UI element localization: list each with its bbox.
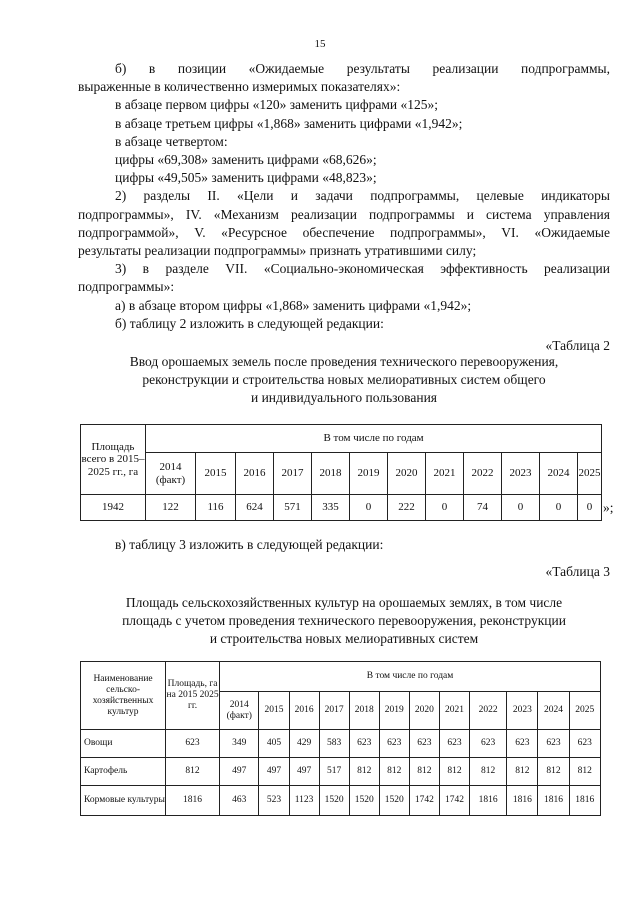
value-cell: 0 (540, 495, 578, 521)
year-header: 2020 (409, 692, 439, 730)
value-cell: 623 (470, 730, 507, 758)
value-cell: 405 (259, 730, 289, 758)
paragraph: подпрограммы», IV. «Механизм реализации подпрограммы и система управления (78, 206, 610, 222)
value-cell: 122 (146, 495, 196, 521)
value-cell: 624 (236, 495, 274, 521)
paragraph: выраженные в количественно измеримых показателях»: (78, 79, 401, 95)
value-cell: 1123 (289, 786, 319, 816)
paragraph: цифры «49,505» заменить цифрами «48,823»; (115, 170, 377, 186)
year-header: 2025 (578, 453, 602, 495)
value-cell: 623 (569, 730, 600, 758)
page-number: 15 (314, 38, 326, 50)
value-cell: 497 (289, 758, 319, 786)
paragraph: в абзаце четвертом: (115, 133, 228, 149)
year-header: 2020 (388, 453, 426, 495)
value-cell: 1816 (538, 786, 569, 816)
value-cell: 812 (569, 758, 600, 786)
value-cell: 812 (507, 758, 538, 786)
value-cell: 571 (274, 495, 312, 521)
value-cell: 429 (289, 730, 319, 758)
paragraph: подпрограммой», V. «Ресурсное обеспечение подпрограммы», VI. «Ожидаемые (78, 224, 610, 240)
total-cell: 1942 (81, 495, 146, 521)
year-header: 2015 (259, 692, 289, 730)
crop-name: Картофель (81, 758, 166, 786)
heading-line: и строительства новых мелиоративных систем (209, 631, 479, 646)
value-cell: 1742 (439, 786, 469, 816)
paragraph: в абзаце первом цифры «120» заменить цифрами «125»; (115, 97, 439, 113)
value-cell: 623 (409, 730, 439, 758)
years-header: В том числе по годам (146, 425, 602, 453)
paragraph: подпрограммы»: (78, 279, 175, 295)
area-header: Площадь всего в 2015–2025 гг., га (81, 425, 146, 495)
value-cell: 812 (379, 758, 409, 786)
value-cell: 0 (350, 495, 388, 521)
body-text (78, 60, 610, 355)
paragraph: а) в абзаце втором цифры «1,868» заменить цифрами «1,942»; (115, 297, 472, 313)
value-cell: 1520 (349, 786, 379, 816)
paragraph: результаты реализации подпрограммы» признать утратившими силу; (78, 243, 477, 259)
paragraph: 2) разделы II. «Цели и задачи подпрограммы, целевые индикаторы (115, 188, 610, 204)
paragraph: б) таблицу 2 изложить в следующей редакции: (115, 315, 384, 331)
area-cell: 623 (166, 730, 220, 758)
value-cell: 335 (312, 495, 350, 521)
year-header: 2025 (569, 692, 600, 730)
area-header: Площадь, га на 2015 2025 гг. (166, 662, 220, 730)
value-cell: 812 (409, 758, 439, 786)
value-cell: 1816 (507, 786, 538, 816)
table-row (81, 730, 601, 758)
value-cell: 0 (426, 495, 464, 521)
year-header: 2017 (319, 692, 349, 730)
value-cell: 74 (464, 495, 502, 521)
value-cell: 222 (388, 495, 426, 521)
table-row (81, 758, 601, 786)
value-cell: 497 (220, 758, 259, 786)
year-header: 2016 (236, 453, 274, 495)
year-header: 2023 (507, 692, 538, 730)
year-header: 2014 (факт) (220, 692, 259, 730)
value-cell: 1520 (379, 786, 409, 816)
year-header: 2021 (426, 453, 464, 495)
year-header: 2019 (350, 453, 388, 495)
heading-line: площадь с учетом проведения технического перевооружения, реконструкции (122, 613, 566, 628)
value-cell: 623 (439, 730, 469, 758)
value-cell: 583 (319, 730, 349, 758)
value-cell: 623 (349, 730, 379, 758)
value-cell: 497 (259, 758, 289, 786)
year-header: 2017 (274, 453, 312, 495)
paragraph: в) таблицу 3 изложить в следующей редакции: (115, 537, 384, 552)
year-header: 2015 (196, 453, 236, 495)
value-cell: 1742 (409, 786, 439, 816)
value-cell: 623 (507, 730, 538, 758)
paragraph: в абзаце третьем цифры «1,868» заменить цифрами «1,942»; (115, 115, 463, 131)
table2-label: «Таблица 2 (545, 338, 610, 354)
paragraph: б) в позиции «Ожидаемые результаты реализации подпрограммы, (115, 61, 610, 76)
name-header: Наименование сельско-хозяйственных культур (81, 662, 166, 730)
crop-name: Кормовые культуры (81, 786, 166, 816)
year-header: 2014 (факт) (146, 453, 196, 495)
year-header: 2018 (312, 453, 350, 495)
value-cell: 1816 (569, 786, 600, 816)
heading-line: реконструкции и строительства новых мелиоративных систем общего (142, 372, 546, 387)
value-cell: 812 (470, 758, 507, 786)
year-header: 2022 (464, 453, 502, 495)
after-table2 (78, 536, 610, 581)
value-cell: 463 (220, 786, 259, 816)
year-header: 2024 (538, 692, 569, 730)
value-cell: 1520 (319, 786, 349, 816)
value-cell: 517 (319, 758, 349, 786)
heading-line: Площадь сельскохозяйственных культур на орошаемых землях, в том числе (125, 595, 563, 610)
value-cell: 349 (220, 730, 259, 758)
paragraph: 3) в разделе VII. «Социально-экономическая эффективность реализации (115, 261, 610, 277)
value-cell: 812 (538, 758, 569, 786)
heading-line: Ввод орошаемых земель после проведения технического перевооружения, (129, 354, 559, 369)
table-row (81, 495, 602, 521)
value-cell: 0 (578, 495, 602, 521)
paragraph: цифры «69,308» заменить цифрами «68,626»; (115, 152, 377, 168)
value-cell: 0 (502, 495, 540, 521)
year-header: 2023 (502, 453, 540, 495)
years-header: В том числе по годам (220, 662, 601, 692)
table3 (80, 661, 601, 816)
value-cell: 623 (379, 730, 409, 758)
value-cell: 116 (196, 495, 236, 521)
value-cell: 812 (439, 758, 469, 786)
table2 (80, 424, 602, 521)
year-header: 2019 (379, 692, 409, 730)
value-cell: 623 (538, 730, 569, 758)
heading-line: и индивидуального пользования (250, 390, 438, 405)
table2-heading (78, 353, 610, 407)
value-cell: 523 (259, 786, 289, 816)
table2-tail: »; (603, 500, 614, 515)
crop-name: Овощи (81, 730, 166, 758)
year-header: 2018 (349, 692, 379, 730)
table3-heading (78, 594, 610, 648)
year-header: 2022 (470, 692, 507, 730)
area-cell: 812 (166, 758, 220, 786)
value-cell: 1816 (470, 786, 507, 816)
table3-label: «Таблица 3 (545, 564, 610, 579)
value-cell: 812 (349, 758, 379, 786)
year-header: 2021 (439, 692, 469, 730)
area-cell: 1816 (166, 786, 220, 816)
year-header: 2016 (289, 692, 319, 730)
year-header: 2024 (540, 453, 578, 495)
table-row (81, 786, 601, 816)
